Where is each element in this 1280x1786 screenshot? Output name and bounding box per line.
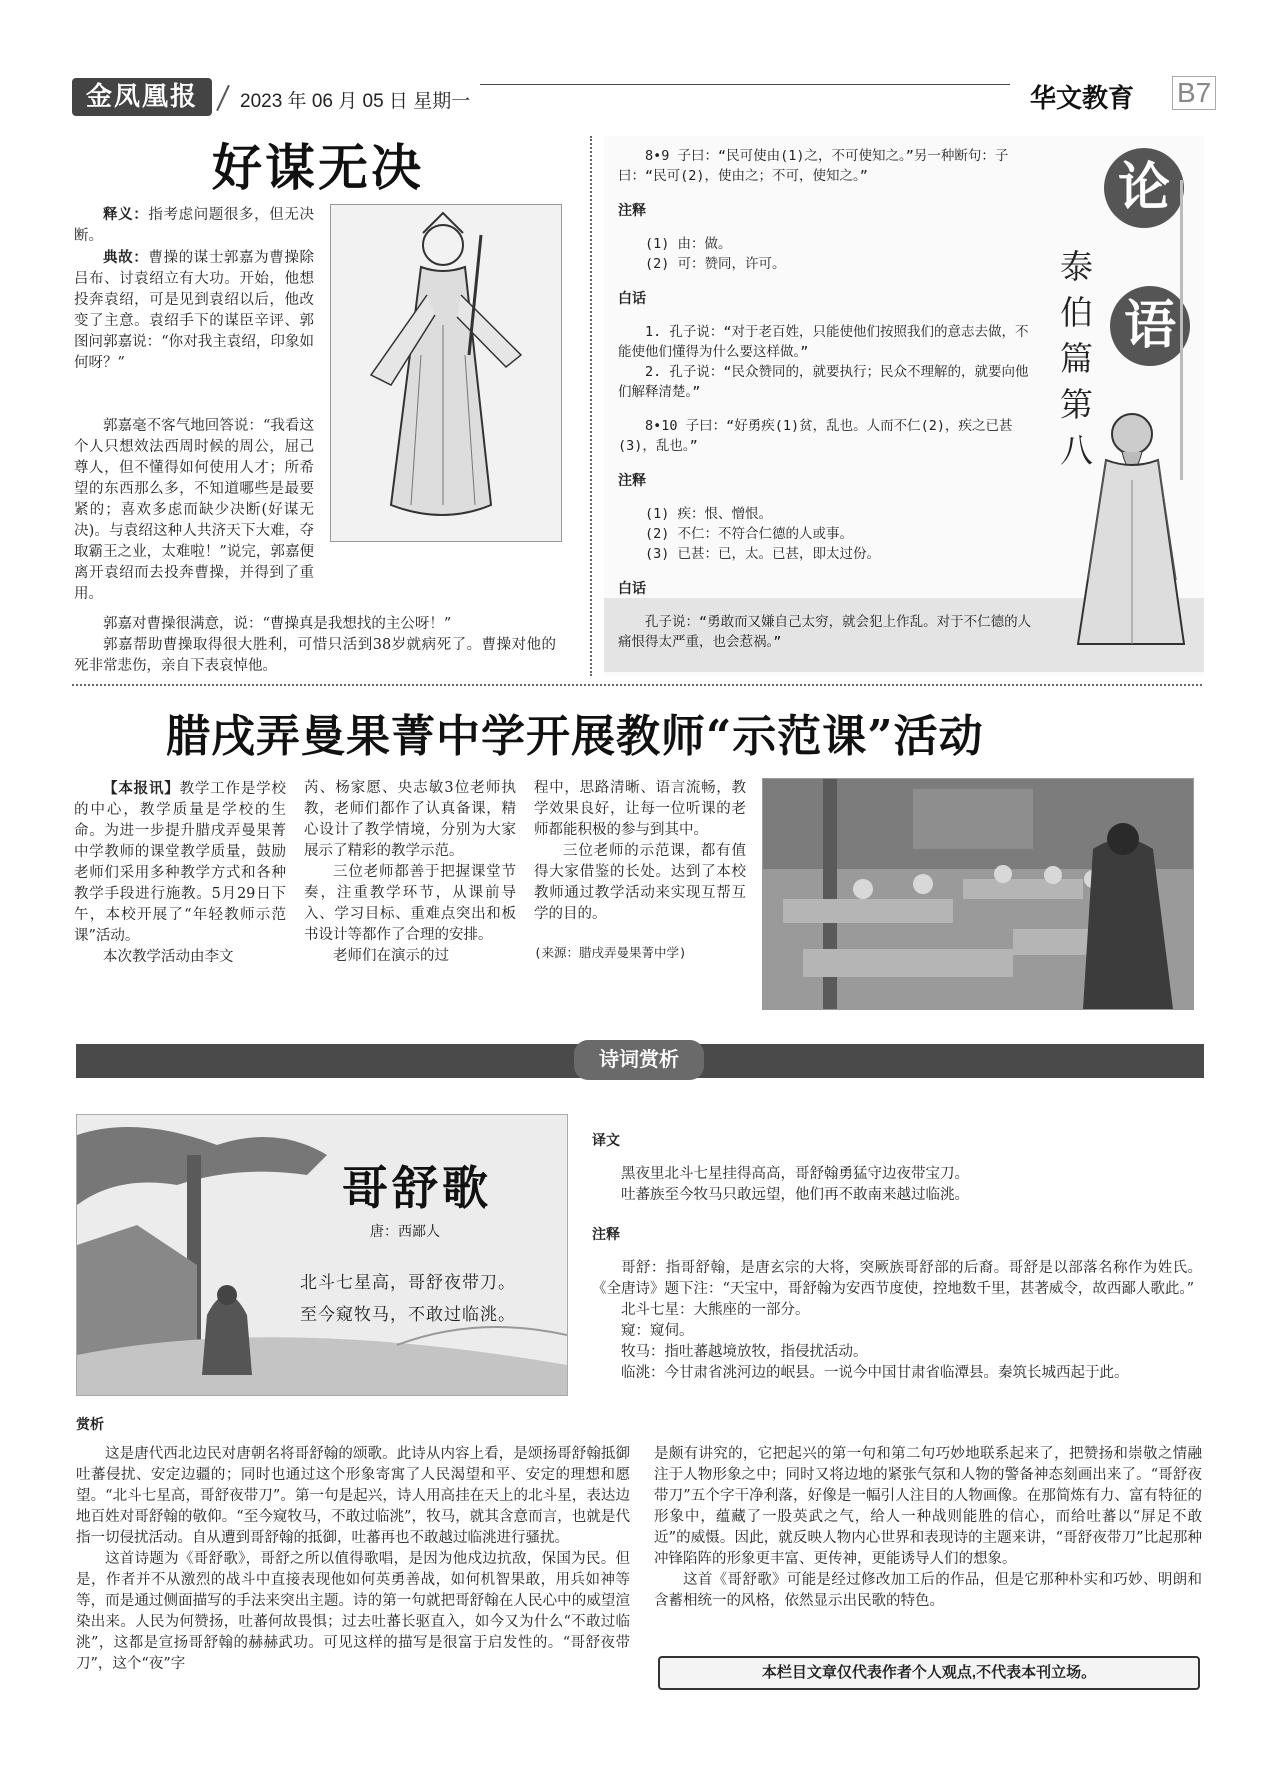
idiom-p4-text: 郭嘉帮助曹操取得很大胜利，可惜只活到38岁就病死了。曹操对他的死非常悲伤，亲自下表哀悼他。 (74, 637, 556, 674)
analects-chapter: 泰伯篇第八 (1060, 247, 1093, 470)
note-2-3: (3) 已甚：已，太。已甚，即太过份。 (645, 546, 881, 562)
vernacular-1-1: 1. 孔子说：“对于老百姓，只能使他们按照我们的意志去做，不能使他们懂得为什么要这样做。” (618, 324, 1029, 360)
appreciation-col-1 (76, 1444, 630, 1675)
note-1-2: (2) 可：赞同，许可。 (645, 256, 786, 272)
idiom-title: 好谋无决 (212, 138, 424, 197)
note-big-dipper: 北斗七星：大熊座的一部分。 (621, 1302, 810, 1318)
origin-label: 典故： (103, 249, 149, 266)
issue-date: 2023 年 06 月 05 日 星期一 (240, 91, 471, 112)
appreciation-para-4: 这首《哥舒歌》可能是经过修改加工后的作品，但是它那种朴实和巧妙、明朗和含蓄相统一的风格，依然显示出民歌的特色。 (654, 1572, 1202, 1609)
note-grazing: 牧马：指吐蕃越境放牧，指侵扰活动。 (621, 1344, 868, 1360)
note-label-1: 注释 (618, 202, 646, 218)
translation-line-2: 吐蕃族至今牧马只敢远望，他们再不敢南来越过临洮。 (621, 1187, 969, 1203)
landscape-icon (77, 1115, 567, 1395)
analects-text (618, 146, 1038, 652)
notes-label: 注释 (592, 1226, 620, 1242)
poem-author: 唐：西鄙人 (370, 1224, 440, 1240)
vernacular-label-2: 白话 (618, 580, 646, 596)
news-col1-para (74, 778, 286, 947)
note-geshu: 哥舒：指哥舒翰，是唐玄宗的大将，突厥族哥舒部的后裔。哥舒是以部落名称作为姓氏。《全唐诗》题下注：“天宝中，哥舒翰为安西节度使，控地数千里，甚著威令，故西鄙人歌此。” (592, 1260, 1202, 1297)
note-kui: 窥：窥伺。 (621, 1323, 694, 1339)
poem-notes-block (592, 1116, 1202, 1384)
news-col2-para2: 三位老师都善于把握课堂节奏，注重教学环节，从课前导入、学习目标、重难点突出和板书设计等都作了合理的安排。 (304, 864, 516, 943)
idiom-origin (74, 247, 314, 374)
masthead-text: 金凤凰报 (85, 82, 198, 112)
idiom-text-narrow (74, 204, 314, 374)
idiom-p3-text: 郭嘉对曹操很满意，说：“曹操真是我想找的主公呀！” (103, 616, 452, 632)
section-name: 华文教育 (1030, 83, 1135, 113)
news-tag: 【本报讯】 (103, 780, 180, 797)
analects-badge-lun (1104, 148, 1184, 228)
passage-8-10: 8•10 子曰：“好勇疾(1)贫，乱也。人而不仁(2)，疾之已甚(3)，乱也。” (618, 418, 1013, 454)
origin-text: 曹操的谋士郭嘉为曹操除吕布、讨袁绍立有大功。开始，他想投奔袁绍，可是见到袁绍以后，他改变了主意。袁绍手下的谋臣辛评、郭图问郭嘉说：“你对我主袁绍，印象如何呀？” (74, 250, 315, 371)
news-col2-text: 芮、杨家愿、央志敏3位老师执教，老师们都作了认真备课，精心设计了教学情境，分别为大家展示了精彩的教学示范。 (304, 780, 516, 859)
news-source: (来源：腊戌弄曼果菁中学) (534, 945, 687, 960)
classroom-photo-icon (763, 779, 1193, 1009)
poem-title: 哥舒歌 (342, 1161, 492, 1215)
header-rule (480, 84, 1010, 85)
appreciation-para-3: 是颇有讲究的，它把起兴的第一句和第二句巧妙地联系起来了，把赞扬和崇敬之情融注于人物形象之中；同时又将边地的紧张气氛和人物的警备神态刻画出来了。“哥舒夜带刀”五个字干净利落，好像是一幅引人注目的人物画像。在那简炼有力、富有特征的形象中，蕴藏了一股英武之气，给人一种战则能胜的信心，而给吐蕃以“屏足不敢近”的威慑。因此，就反映人物内心世界和表现诗的主题来讲，“哥舒夜带刀”比起那种冲锋陷阵的形象更丰富、更传神，更能诱导人们的想象。 (654, 1446, 1202, 1567)
appreciation-para-2: 这首诗题为《哥舒歌》，哥舒之所以值得歌唱，是因为他戍边抗敌，保国为民。但是，作者并不从激烈的战斗中直接表现他如何英勇善战，如何机智果敢，用兵如神等等，而是通过侧面描写的手法来突出主题。诗的第一句就把哥舒翰在人民心中的威望渲染出来。人民为何赞扬，吐蕃何故畏惧；过去吐蕃长驱直入，如今又为什么“不敢过临洮”，这都是宣扬哥舒翰的赫赫武功。可见这样的描写是很富于启发性的。“哥舒夜带刀”，这个“夜”字 (76, 1551, 630, 1672)
classroom-photo (762, 778, 1194, 1010)
news-col-1 (74, 778, 286, 968)
idiom-paragraph-3 (74, 614, 556, 677)
appreciation-label: 赏析 (76, 1416, 104, 1432)
translation-label: 译文 (592, 1132, 620, 1148)
header-slash (216, 85, 230, 111)
news-col1-tail: 本次教学活动由李文 (103, 949, 234, 965)
masthead-logo (72, 78, 212, 116)
news-col1-text: 教学工作是学校的中心，教学质量是学校的生命。为进一步提升腊戌弄曼果菁中学教师的课堂教学质量，鼓励老师们采用多种教学方式和各种教学手段进行施教。5月29日下午，本校开展了“年轻教师示范课”活动。 (74, 781, 287, 944)
vernacular-1-2: 2. 孔子说：“民众赞同的，就要执行；民众不理解的，就要向他们解释清楚。” (618, 364, 1029, 400)
badge-yu-text: 语 (1123, 295, 1176, 356)
news-col3-text: 程中，思路清晰、语言流畅，教学效果良好，让每一位听课的老师都能积极的参与到其中。 (534, 780, 746, 838)
definition-label: 释义： (103, 206, 149, 223)
analects-badge-yu (1110, 286, 1190, 366)
poem-illustration (76, 1114, 568, 1396)
note-2-2: (2) 不仁：不符合仁德的人或事。 (645, 526, 854, 542)
idiom-p2-text: 郭嘉毫不客气地回答说：“我看这个人只想效法西周时候的周公，屈己尊人，但不懂得如何使用人才；所希望的东西那么多，不知道哪些是最要紧的；喜欢多虑而缺少决断(好谋无决)。与袁绍这种人共济天下大难，夺取霸王之业，太难啦！”说完，郭嘉便离开袁绍而去投奔曹操，并得到了重用。 (74, 418, 314, 602)
news-col-3 (534, 778, 746, 963)
appreciation-col-2 (654, 1444, 1202, 1612)
definition-text: 指考虑问题很多，但无决断。 (74, 207, 315, 244)
section-divider (72, 684, 1202, 686)
news-col2-tail: 老师们在演示的过 (333, 948, 449, 964)
badge-lun-text: 论 (1117, 157, 1170, 218)
news-col3-para2: 三位老师的示范课，都有值得大家借鉴的长处。达到了本校教师通过教学活动来实现互帮互学的目的。 (534, 843, 746, 922)
column-divider (590, 136, 592, 676)
bamboo-decoration (1180, 180, 1183, 480)
note-2-1: (1) 疾：恨、憎恨。 (645, 506, 773, 522)
idiom-paragraph-2 (74, 416, 556, 605)
note-lintao: 临洮：今甘肃省洮河边的岷县。一说今中国甘肃省临潭县。秦筑长城西起于此。 (621, 1365, 1129, 1381)
idiom-definition (74, 204, 314, 247)
disclaimer-box (658, 1656, 1200, 1690)
note-label-2: 注释 (618, 472, 646, 488)
passage-8-9: 8•9 子曰：“民可使由(1)之，不可使知之。”另一种断句：子曰：“民可(2)，使由之；不可，使知之。” (618, 148, 1009, 184)
disclaimer-text: 本栏目文章仅代表作者个人观点,不代表本刊立场。 (761, 1664, 1097, 1681)
vernacular-2: 孔子说：“勇敢而又嫌自己太穷，就会犯上作乱。对于不仁德的人痛恨得太严重，也会惹祸。” (618, 614, 1032, 650)
news-col-2 (304, 778, 516, 967)
vernacular-label-1: 白话 (618, 290, 646, 306)
page-number: B7 (1172, 76, 1216, 110)
poem-line-2: 至今窥牧马，不敢过临洮。 (300, 1305, 516, 1325)
translation-line-1: 黑夜里北斗七星挂得高高，哥舒翰勇猛守边夜带宝刀。 (621, 1166, 969, 1182)
news-headline: 腊戌弄曼果菁中学开展教师“示范课”活动 (166, 711, 984, 762)
confucius-illustration (1066, 400, 1196, 650)
poem-section-title: 诗词赏析 (574, 1040, 704, 1080)
confucius-figure-icon (1066, 400, 1196, 650)
appreciation-para-1: 这是唐代西北边民对唐朝名将哥舒翰的颂歌。此诗从内容上看，是颂扬哥舒翰抵御吐蕃侵扰、安定边疆的；同时也通过这个形象寄寓了人民渴望和平、安定的理想和愿望。“北斗七星高，哥舒夜带刀”。第一句是起兴，诗人用高挂在天上的北斗星，表达边地百姓对哥舒翰的敬仰。“至今窥牧马，不敢过临洮”，牧马，就其含意而言，也就是代指一切侵扰活动。自从遭到哥舒翰的抵御，吐蕃再也不敢越过临洮进行骚扰。 (76, 1446, 630, 1546)
poem-line-1: 北斗七星高，哥舒夜带刀。 (300, 1273, 516, 1293)
note-1-1: (1) 由：做。 (645, 236, 732, 252)
